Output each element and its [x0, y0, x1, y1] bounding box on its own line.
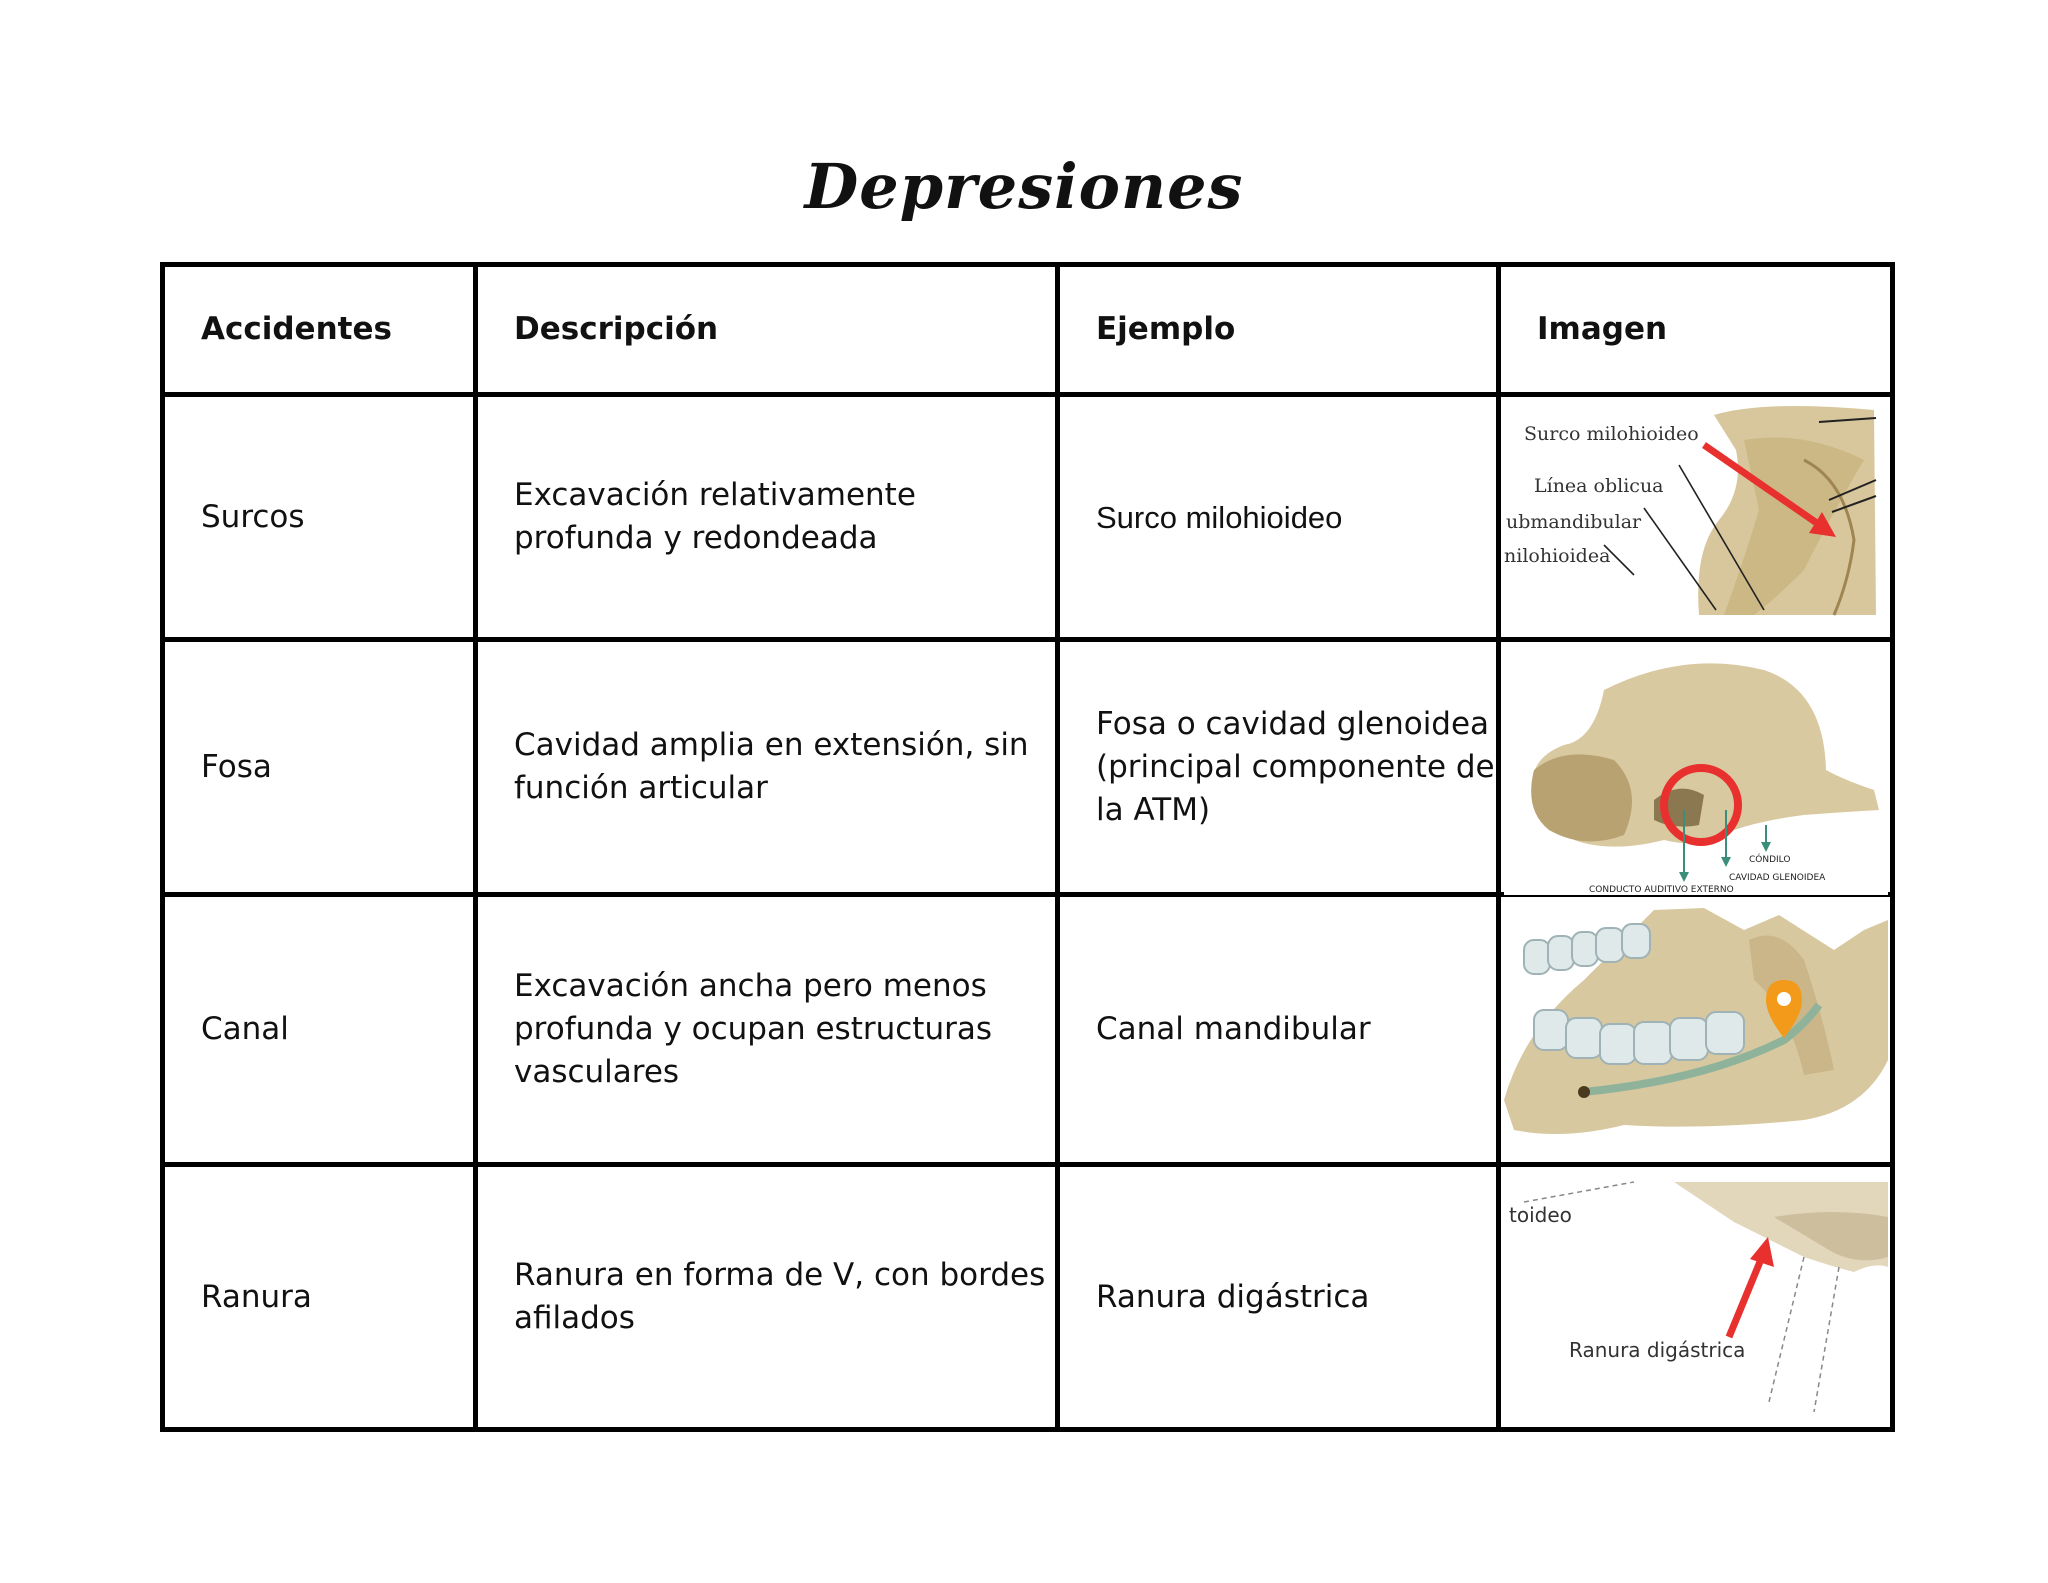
- label-mastoideo: toideo: [1508, 1203, 1572, 1227]
- table-row: [163, 640, 1893, 895]
- table-row: [163, 395, 1893, 640]
- cell-accidente: Fosa: [163, 640, 476, 895]
- cell-ejemplo: Surco milohioideo: [1058, 395, 1499, 640]
- label-milohioidea: nilohioidea: [1503, 544, 1610, 567]
- cell-descripcion: Ranura en forma de V, con bordes afilados: [476, 1165, 1058, 1430]
- cell-ejemplo: Canal mandibular: [1058, 895, 1499, 1165]
- cell-imagen: [1499, 895, 1893, 1165]
- cell-descripcion: Excavación relativamente profunda y redondeada: [476, 395, 1058, 640]
- cell-descripcion: Cavidad amplia en extensión, sin función articular: [476, 640, 1058, 895]
- cell-accidente: Canal: [163, 895, 476, 1165]
- cell-ejemplo: Ranura digástrica: [1058, 1165, 1499, 1430]
- label-ranura-digastrica: Ranura digástrica: [1568, 1338, 1745, 1362]
- mandible-inner-surface-illustration: [1504, 400, 1888, 635]
- header-accidentes: Accidentes: [163, 265, 476, 395]
- cell-ejemplo: Fosa o cavidad glenoidea (principal componente de la ATM): [1058, 640, 1499, 895]
- header-row: [163, 265, 1893, 395]
- label-condilo: CÓNDILO: [1748, 854, 1790, 865]
- table-row: [163, 1165, 1893, 1430]
- cell-accidente: Ranura: [163, 1165, 476, 1430]
- mastoid-region-illustration: [1504, 1177, 1888, 1417]
- label-linea-oblicua: Línea oblicua: [1533, 474, 1664, 497]
- label-submandibular: ubmandibular: [1505, 510, 1641, 533]
- header-imagen: Imagen: [1499, 265, 1893, 395]
- table-row: [163, 895, 1893, 1165]
- header-descripcion: Descripción: [476, 265, 1058, 395]
- header-ejemplo: Ejemplo: [1058, 265, 1499, 395]
- label-surco-milohioideo: Surco milohioideo: [1523, 422, 1699, 445]
- page-title: Depresiones: [804, 150, 1244, 223]
- mandible-with-teeth-illustration: [1504, 900, 1888, 1160]
- cell-descripcion: Excavación ancha pero menos profunda y ocupan estructuras vasculares: [476, 895, 1058, 1165]
- cell-imagen: [1499, 395, 1893, 640]
- label-conducto-auditivo-externo: CONDUCTO AUDITIVO EXTERNO: [1588, 884, 1734, 895]
- cell-imagen: [1499, 1165, 1893, 1430]
- depressions-table: [160, 262, 1895, 1432]
- label-cavidad-glenoidea: CAVIDAD GLENOIDEA: [1728, 872, 1825, 883]
- cell-accidente: Surcos: [163, 395, 476, 640]
- temporal-bone-illustration: [1504, 650, 1888, 895]
- cell-imagen: [1499, 640, 1893, 895]
